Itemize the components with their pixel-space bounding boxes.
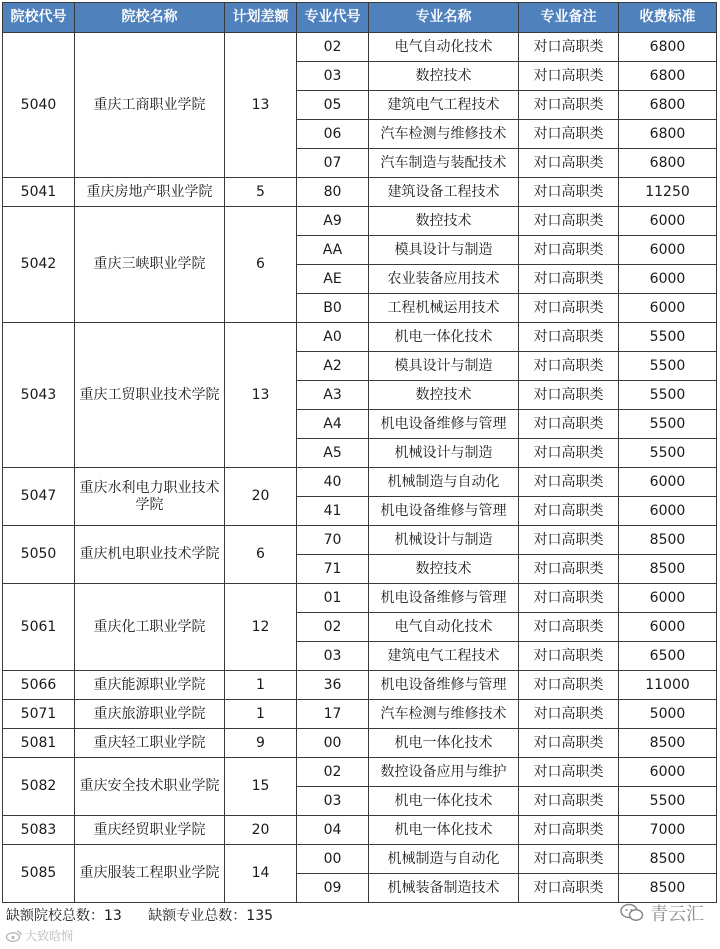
fee-cell: 6800 xyxy=(619,149,717,178)
major-note-cell: 对口高职类 xyxy=(519,671,619,700)
major-code-cell: A9 xyxy=(297,207,369,236)
major-note-cell: 对口高职类 xyxy=(519,439,619,468)
fee-cell: 5500 xyxy=(619,787,717,816)
school-name-cell: 重庆三峡职业学院 xyxy=(75,207,225,323)
major-code-cell: 05 xyxy=(297,91,369,120)
fee-cell: 11000 xyxy=(619,671,717,700)
table-row xyxy=(3,845,717,874)
header-major-note: 专业备注 xyxy=(519,3,619,33)
major-name-cell: 汽车检测与维修技术 xyxy=(369,700,519,729)
school-name-cell: 重庆安全技术职业学院 xyxy=(75,758,225,816)
table-body xyxy=(3,33,717,903)
school-code-cell: 5050 xyxy=(3,526,75,584)
watermark-text: 大致晗悯 xyxy=(25,929,74,943)
major-code-cell: A2 xyxy=(297,352,369,381)
major-note-cell: 对口高职类 xyxy=(519,555,619,584)
school-code-cell: 5061 xyxy=(3,584,75,671)
weibo-icon xyxy=(6,929,22,942)
major-name-cell: 汽车制造与装配技术 xyxy=(369,149,519,178)
table-row xyxy=(3,323,717,352)
major-name-cell: 机电一体化技术 xyxy=(369,323,519,352)
fee-cell: 6000 xyxy=(619,236,717,265)
admission-table xyxy=(2,2,717,903)
fee-cell: 7000 xyxy=(619,816,717,845)
major-note-cell: 对口高职类 xyxy=(519,294,619,323)
school-code-cell: 5042 xyxy=(3,207,75,323)
major-note-cell: 对口高职类 xyxy=(519,265,619,294)
plan-gap-cell: 12 xyxy=(225,584,297,671)
major-name-cell: 电气自动化技术 xyxy=(369,613,519,642)
major-code-cell: 41 xyxy=(297,497,369,526)
fee-cell: 6800 xyxy=(619,120,717,149)
major-total-text: 缺额专业总数：135 xyxy=(148,908,274,924)
table-row xyxy=(3,468,717,497)
major-code-cell: 02 xyxy=(297,33,369,62)
table-row xyxy=(3,816,717,845)
fee-cell: 6800 xyxy=(619,62,717,91)
major-code-cell: 70 xyxy=(297,526,369,555)
table-row xyxy=(3,700,717,729)
major-code-cell: 03 xyxy=(297,787,369,816)
major-code-cell: A0 xyxy=(297,323,369,352)
major-name-cell: 机电一体化技术 xyxy=(369,787,519,816)
major-note-cell: 对口高职类 xyxy=(519,352,619,381)
table-row xyxy=(3,758,717,787)
plan-gap-cell: 13 xyxy=(225,33,297,178)
plan-gap-cell: 6 xyxy=(225,207,297,323)
major-code-cell: 03 xyxy=(297,62,369,91)
major-note-cell: 对口高职类 xyxy=(519,526,619,555)
fee-cell: 5000 xyxy=(619,700,717,729)
major-code-cell: 06 xyxy=(297,120,369,149)
major-code-cell: AE xyxy=(297,265,369,294)
fee-cell: 8500 xyxy=(619,729,717,758)
school-name-cell: 重庆工商职业学院 xyxy=(75,33,225,178)
fee-cell: 5500 xyxy=(619,352,717,381)
table-row xyxy=(3,584,717,613)
fee-cell: 5500 xyxy=(619,410,717,439)
header-school-name: 院校名称 xyxy=(75,3,225,33)
major-name-cell: 数控技术 xyxy=(369,555,519,584)
major-note-cell: 对口高职类 xyxy=(519,120,619,149)
school-name-cell: 重庆旅游职业学院 xyxy=(75,700,225,729)
plan-gap-cell: 13 xyxy=(225,323,297,468)
fee-cell: 6000 xyxy=(619,497,717,526)
major-name-cell: 机电设备维修与管理 xyxy=(369,410,519,439)
table-row xyxy=(3,178,717,207)
major-name-cell: 模具设计与制造 xyxy=(369,236,519,265)
header-major-name: 专业名称 xyxy=(369,3,519,33)
major-note-cell: 对口高职类 xyxy=(519,816,619,845)
plan-gap-cell: 15 xyxy=(225,758,297,816)
major-note-cell: 对口高职类 xyxy=(519,613,619,642)
major-code-cell: 03 xyxy=(297,642,369,671)
school-code-cell: 5082 xyxy=(3,758,75,816)
major-name-cell: 机械设计与制造 xyxy=(369,439,519,468)
major-name-cell: 模具设计与制造 xyxy=(369,352,519,381)
header-plan-gap: 计划差额 xyxy=(225,3,297,33)
major-name-cell: 数控设备应用与维护 xyxy=(369,758,519,787)
fee-cell: 5500 xyxy=(619,381,717,410)
major-name-cell: 机电一体化技术 xyxy=(369,729,519,758)
plan-gap-cell: 20 xyxy=(225,468,297,526)
major-code-cell: 80 xyxy=(297,178,369,207)
major-code-cell: 04 xyxy=(297,816,369,845)
watermark xyxy=(6,927,73,944)
major-name-cell: 数控技术 xyxy=(369,62,519,91)
school-name-cell: 重庆机电职业技术学院 xyxy=(75,526,225,584)
major-code-cell: AA xyxy=(297,236,369,265)
major-note-cell: 对口高职类 xyxy=(519,729,619,758)
fee-cell: 6800 xyxy=(619,91,717,120)
major-code-cell: 00 xyxy=(297,729,369,758)
school-code-cell: 5041 xyxy=(3,178,75,207)
table-row xyxy=(3,671,717,700)
table-row xyxy=(3,526,717,555)
fee-cell: 6000 xyxy=(619,207,717,236)
major-code-cell: 00 xyxy=(297,845,369,874)
major-code-cell: 09 xyxy=(297,874,369,903)
major-note-cell: 对口高职类 xyxy=(519,381,619,410)
major-note-cell: 对口高职类 xyxy=(519,62,619,91)
fee-cell: 6000 xyxy=(619,758,717,787)
plan-gap-cell: 9 xyxy=(225,729,297,758)
major-note-cell: 对口高职类 xyxy=(519,874,619,903)
school-name-cell: 重庆能源职业学院 xyxy=(75,671,225,700)
major-note-cell: 对口高职类 xyxy=(519,700,619,729)
major-code-cell: 01 xyxy=(297,584,369,613)
major-name-cell: 建筑设备工程技术 xyxy=(369,178,519,207)
fee-cell: 6000 xyxy=(619,613,717,642)
plan-gap-cell: 5 xyxy=(225,178,297,207)
school-code-cell: 5083 xyxy=(3,816,75,845)
major-name-cell: 机电设备维修与管理 xyxy=(369,497,519,526)
header-major-code: 专业代号 xyxy=(297,3,369,33)
header-school-code: 院校代号 xyxy=(3,3,75,33)
fee-cell: 6000 xyxy=(619,294,717,323)
major-code-cell: A3 xyxy=(297,381,369,410)
header-row xyxy=(3,3,717,33)
major-code-cell: 02 xyxy=(297,613,369,642)
school-code-cell: 5085 xyxy=(3,845,75,903)
fee-cell: 11250 xyxy=(619,178,717,207)
major-name-cell: 数控技术 xyxy=(369,207,519,236)
major-name-cell: 机械装备制造技术 xyxy=(369,874,519,903)
major-name-cell: 农业装备应用技术 xyxy=(369,265,519,294)
major-name-cell: 机械制造与自动化 xyxy=(369,468,519,497)
major-note-cell: 对口高职类 xyxy=(519,149,619,178)
major-name-cell: 汽车检测与维修技术 xyxy=(369,120,519,149)
plan-gap-cell: 1 xyxy=(225,700,297,729)
fee-cell: 5500 xyxy=(619,323,717,352)
major-code-cell: 07 xyxy=(297,149,369,178)
major-code-cell: A5 xyxy=(297,439,369,468)
school-name-cell: 重庆轻工职业学院 xyxy=(75,729,225,758)
major-name-cell: 数控技术 xyxy=(369,381,519,410)
school-code-cell: 5066 xyxy=(3,671,75,700)
fee-cell: 6000 xyxy=(619,468,717,497)
table-row xyxy=(3,33,717,62)
major-note-cell: 对口高职类 xyxy=(519,584,619,613)
fee-cell: 6000 xyxy=(619,265,717,294)
header-fee: 收费标准 xyxy=(619,3,717,33)
major-code-cell: 36 xyxy=(297,671,369,700)
fee-cell: 8500 xyxy=(619,555,717,584)
major-note-cell: 对口高职类 xyxy=(519,178,619,207)
summary-footer xyxy=(6,905,295,925)
major-code-cell: 02 xyxy=(297,758,369,787)
major-name-cell: 建筑电气工程技术 xyxy=(369,642,519,671)
school-name-cell: 重庆房地产职业学院 xyxy=(75,178,225,207)
major-note-cell: 对口高职类 xyxy=(519,497,619,526)
plan-gap-cell: 20 xyxy=(225,816,297,845)
school-name-cell: 重庆工贸职业技术学院 xyxy=(75,323,225,468)
plan-gap-cell: 6 xyxy=(225,526,297,584)
major-note-cell: 对口高职类 xyxy=(519,758,619,787)
fee-cell: 5500 xyxy=(619,439,717,468)
major-code-cell: 40 xyxy=(297,468,369,497)
school-code-cell: 5040 xyxy=(3,33,75,178)
major-note-cell: 对口高职类 xyxy=(519,91,619,120)
fee-cell: 6800 xyxy=(619,33,717,62)
table-row xyxy=(3,729,717,758)
major-note-cell: 对口高职类 xyxy=(519,787,619,816)
major-note-cell: 对口高职类 xyxy=(519,410,619,439)
school-name-cell: 重庆化工职业学院 xyxy=(75,584,225,671)
major-note-cell: 对口高职类 xyxy=(519,236,619,265)
fee-cell: 6500 xyxy=(619,642,717,671)
school-name-cell: 重庆经贸职业学院 xyxy=(75,816,225,845)
fee-cell: 8500 xyxy=(619,526,717,555)
fee-cell: 8500 xyxy=(619,845,717,874)
major-name-cell: 机电设备维修与管理 xyxy=(369,584,519,613)
major-code-cell: B0 xyxy=(297,294,369,323)
major-name-cell: 工程机械运用技术 xyxy=(369,294,519,323)
plan-gap-cell: 14 xyxy=(225,845,297,903)
school-name-cell: 重庆水利电力职业技术学院 xyxy=(75,468,225,526)
major-name-cell: 电气自动化技术 xyxy=(369,33,519,62)
school-code-cell: 5071 xyxy=(3,700,75,729)
fee-cell: 6000 xyxy=(619,584,717,613)
major-note-cell: 对口高职类 xyxy=(519,642,619,671)
major-name-cell: 机电一体化技术 xyxy=(369,816,519,845)
major-code-cell: A4 xyxy=(297,410,369,439)
brand-name: 青云汇 xyxy=(650,904,704,925)
major-name-cell: 机电设备维修与管理 xyxy=(369,671,519,700)
major-note-cell: 对口高职类 xyxy=(519,323,619,352)
major-code-cell: 71 xyxy=(297,555,369,584)
major-note-cell: 对口高职类 xyxy=(519,207,619,236)
fee-cell: 8500 xyxy=(619,874,717,903)
major-note-cell: 对口高职类 xyxy=(519,468,619,497)
major-name-cell: 建筑电气工程技术 xyxy=(369,91,519,120)
school-code-cell: 5047 xyxy=(3,468,75,526)
school-name-cell: 重庆服装工程职业学院 xyxy=(75,845,225,903)
school-total-text: 缺额院校总数：13 xyxy=(6,908,122,924)
wechat-icon xyxy=(620,903,644,923)
school-code-cell: 5043 xyxy=(3,323,75,468)
major-name-cell: 机械设计与制造 xyxy=(369,526,519,555)
plan-gap-cell: 1 xyxy=(225,671,297,700)
brand-mark xyxy=(620,900,704,926)
major-name-cell: 机械制造与自动化 xyxy=(369,845,519,874)
major-note-cell: 对口高职类 xyxy=(519,33,619,62)
table-row xyxy=(3,207,717,236)
major-code-cell: 17 xyxy=(297,700,369,729)
school-code-cell: 5081 xyxy=(3,729,75,758)
major-note-cell: 对口高职类 xyxy=(519,845,619,874)
